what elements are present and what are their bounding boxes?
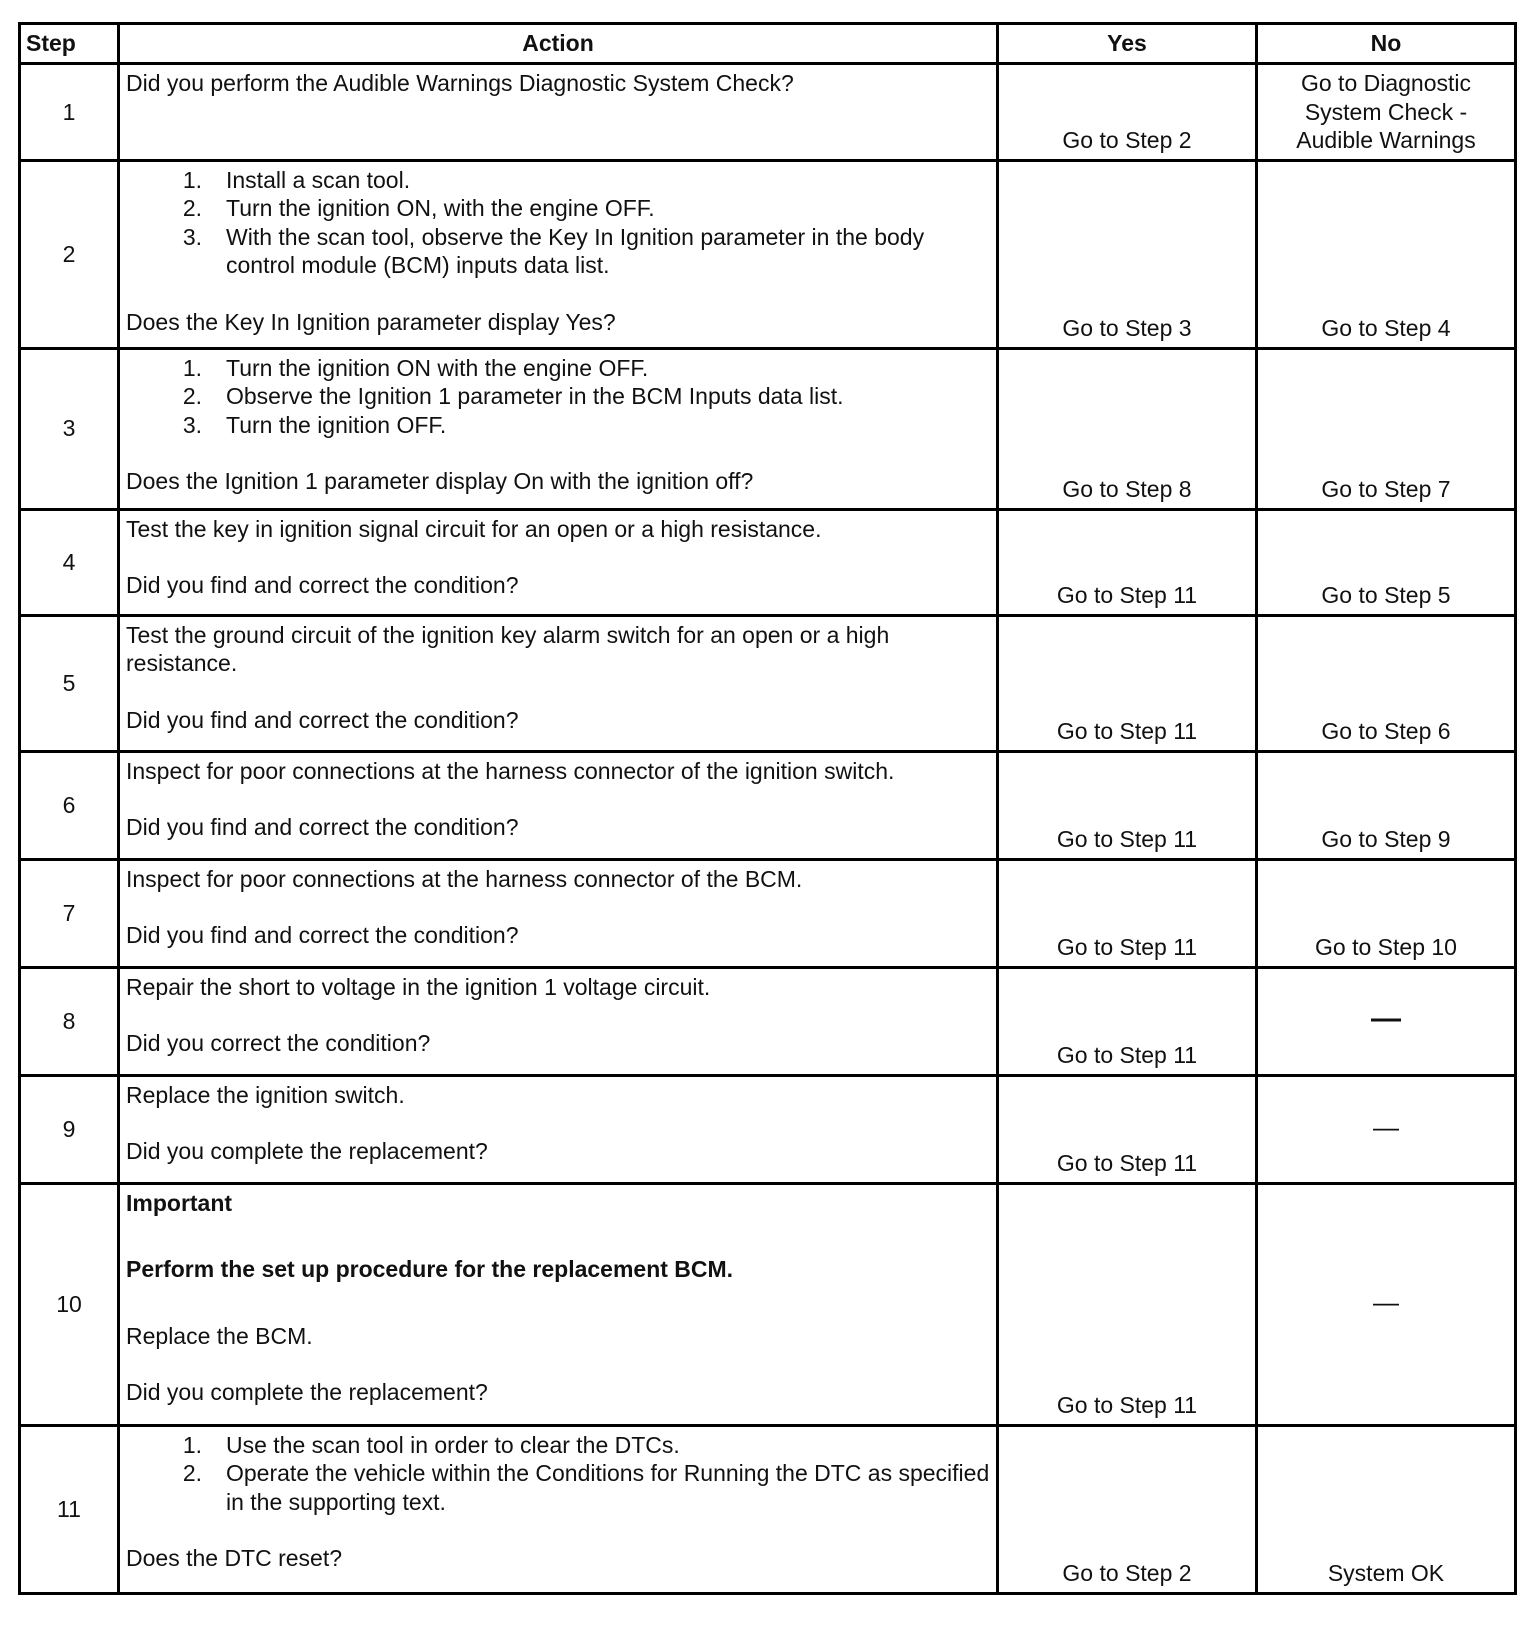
step-number: 2 [20,160,119,348]
table-row [20,1183,1516,1425]
header-row [20,24,1516,64]
step-number: 5 [20,615,119,751]
action-cell [119,967,998,1075]
important-text: Perform the set up procedure for the replacement BCM. [126,1256,734,1282]
no-result: Go to Step 7 [1257,348,1516,509]
yes-result: Go to Step 11 [998,1075,1257,1183]
table-row [20,1425,1516,1593]
table-row [20,1075,1516,1183]
step-number: 1 [20,64,119,161]
instruction-text: Test the ground circuit of the ignition key alarm switch for an open or a high resistance. [126,621,890,676]
question-text: Did you find and correct the condition? [126,572,519,598]
action-step-item: 1. Turn the ignition ON with the engine OFF. [182,354,649,381]
table-row [20,160,1516,348]
question-text: Does the Key In Ignition parameter display Yes? [126,308,616,335]
yes-result: Go to Step 3 [998,160,1257,348]
instruction-text: Replace the BCM. [126,1322,313,1349]
action-cell [119,1183,998,1425]
action-step-item: 2. Turn the ignition ON, with the engine OFF. [182,195,655,221]
question-text: Did you complete the replacement? [126,1379,488,1405]
table-row [20,751,1516,859]
question-text: Did you complete the replacement? [126,1138,488,1164]
no-result: Go to Diagnostic System Check - Audible Warnings [1257,64,1516,161]
action-step-item: 2. Observe the Ignition 1 parameter in the BCM Inputs data list. [182,383,844,409]
action-cell [119,160,998,348]
action-cell [119,1075,998,1183]
action-cell [119,615,998,751]
action-cell [119,64,998,161]
header-no: No [1257,24,1516,64]
no-result: Go to Step 6 [1257,615,1516,751]
action-step-item: 3. With the scan tool, observe the Key In Ignition parameter in the body control module (BCM) inputs data list. [182,223,925,278]
no-result: Go to Step 4 [1257,160,1516,348]
table-row [20,64,1516,161]
yes-result: Go to Step 11 [998,751,1257,859]
step-number: 8 [20,967,119,1075]
question-text: Does the Ignition 1 parameter display On with the ignition off? [126,468,754,494]
action-cell [119,509,998,615]
no-result: — [1257,1183,1516,1425]
action-steps-list [126,1431,990,1517]
question-text: Did you find and correct the condition? [126,814,519,840]
yes-result: Go to Step 8 [998,348,1257,509]
action-step-item: 3. Turn the ignition OFF. [182,411,447,438]
table-row [20,509,1516,615]
action-steps-list [126,354,990,440]
table-row [20,615,1516,751]
step-number: 11 [20,1425,119,1593]
yes-result: Go to Step 2 [998,1425,1257,1593]
instruction-text: Repair the short to voltage in the ignition 1 voltage circuit. [126,973,711,1000]
instruction-text: Inspect for poor connections at the harness connector of the ignition switch. [126,757,895,784]
step-number: 4 [20,509,119,615]
header-yes: Yes [998,24,1257,64]
table-row [20,348,1516,509]
header-step: Step [20,24,119,64]
action-step-item: 1. Install a scan tool. [182,166,411,193]
question-text: Does the DTC reset? [126,1545,343,1571]
question-text: Did you find and correct the condition? [126,922,519,948]
important-label: Important [126,1189,233,1216]
yes-result: Go to Step 11 [998,509,1257,615]
action-steps-list [126,166,990,280]
yes-result: Go to Step 11 [998,859,1257,967]
question-text: Did you correct the condition? [126,1030,431,1056]
instruction-text: Inspect for poor connections at the harness connector of the BCM. [126,865,803,892]
no-result: Go to Step 9 [1257,751,1516,859]
step-number: 3 [20,348,119,509]
instruction-text: Test the key in ignition signal circuit for an open or a high resistance. [126,515,822,542]
no-result: Go to Step 5 [1257,509,1516,615]
no-result: — [1257,967,1516,1075]
question-text: Did you perform the Audible Warnings Diagnostic System Check? [126,70,794,96]
step-number: 6 [20,751,119,859]
step-number: 10 [20,1183,119,1425]
action-step-item: 1. Use the scan tool in order to clear the DTCs. [182,1431,680,1458]
action-cell [119,348,998,509]
action-cell [119,751,998,859]
no-result: System OK [1257,1425,1516,1593]
table-row [20,967,1516,1075]
diagnostic-table [18,22,1517,1595]
step-number: 7 [20,859,119,967]
instruction-text: Replace the ignition switch. [126,1081,405,1108]
yes-result: Go to Step 11 [998,615,1257,751]
no-result: — [1257,1075,1516,1183]
action-cell [119,1425,998,1593]
yes-result: Go to Step 11 [998,1183,1257,1425]
yes-result: Go to Step 11 [998,967,1257,1075]
step-number: 9 [20,1075,119,1183]
question-text: Did you find and correct the condition? [126,706,519,733]
action-cell [119,859,998,967]
no-result: Go to Step 10 [1257,859,1516,967]
table-row [20,859,1516,967]
header-action: Action [119,24,998,64]
yes-result: Go to Step 2 [998,64,1257,161]
action-step-item: 2. Operate the vehicle within the Conditions for Running the DTC as specified in the supporting text. [182,1460,990,1515]
